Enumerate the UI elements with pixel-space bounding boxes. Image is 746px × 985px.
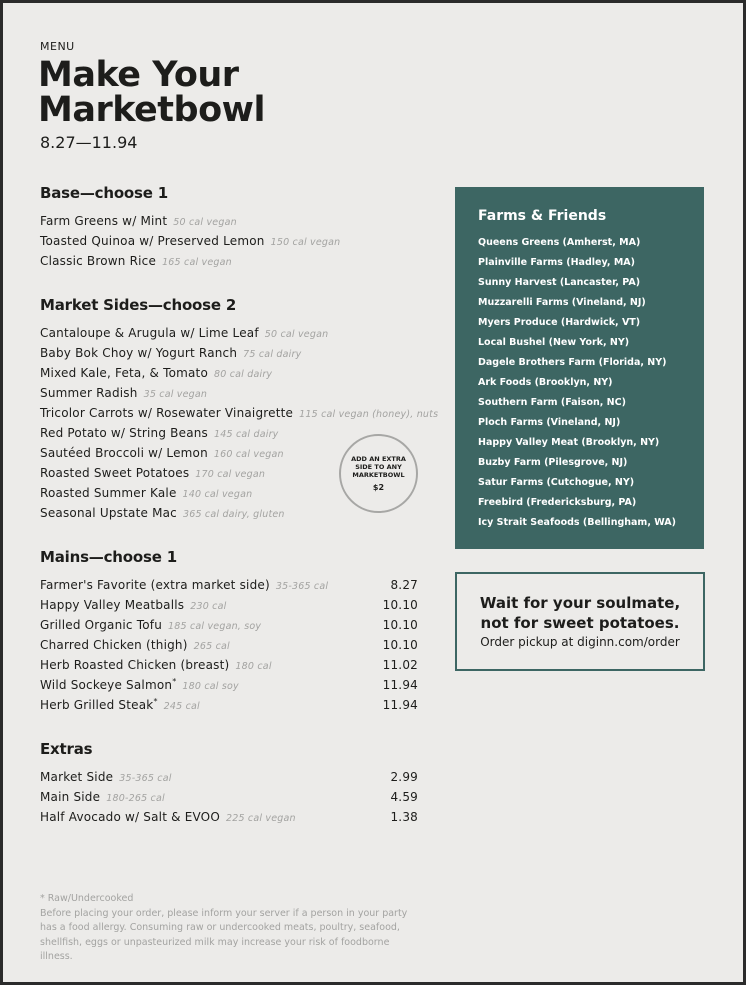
farm-item: Freebird (Fredericksburg, PA) <box>478 497 637 508</box>
farm-item: Ark Foods (Brooklyn, NY) <box>478 377 613 388</box>
menu-item <box>40 807 418 827</box>
item-price: 10.10 <box>382 618 418 632</box>
menu-item <box>40 675 418 695</box>
badge-price: $2 <box>372 483 385 492</box>
item-meta: 365 cal dairy, gluten <box>182 509 285 520</box>
menu-item <box>40 231 418 251</box>
base-section <box>40 183 418 271</box>
item-price: 10.10 <box>382 598 418 612</box>
farm-item: Dagele Brothers Farm (Florida, NY) <box>478 357 667 368</box>
raw-marker: * <box>172 677 177 686</box>
menu-item <box>40 575 418 595</box>
menu-item <box>40 635 418 655</box>
item-name: Half Avocado w/ Salt & EVOO <box>40 810 220 824</box>
menu-item <box>40 403 439 423</box>
item-meta: 50 cal vegan <box>173 217 237 228</box>
item-name: Grilled Organic Tofu <box>40 618 163 632</box>
item-name: Mixed Kale, Feta, & Tomato <box>40 366 209 380</box>
item-meta: 80 cal dairy <box>214 369 273 380</box>
item-meta: 180 cal <box>235 661 272 672</box>
menu-item <box>40 655 418 675</box>
menu-item <box>40 363 418 383</box>
item-meta: 265 cal <box>193 641 230 652</box>
item-name: Happy Valley Meatballs <box>40 598 185 612</box>
farm-item: Buzby Farm (Pilesgrove, NJ) <box>478 457 628 468</box>
promo-line-2: not for sweet potatoes. <box>480 614 680 632</box>
item-meta: 170 cal vegan <box>195 469 266 480</box>
item-price: 10.10 <box>382 638 418 652</box>
farm-item: Ploch Farms (Vineland, NJ) <box>478 417 621 428</box>
sides-title: Market Sides—choose 2 <box>40 296 237 314</box>
item-meta: 165 cal vegan <box>162 257 232 268</box>
promo-line-1: Wait for your soulmate, <box>479 594 681 612</box>
item-meta: 185 cal vegan, soy <box>168 621 262 632</box>
menu-item <box>40 323 418 343</box>
item-name: Seasonal Upstate Mac <box>40 506 177 520</box>
farm-item: Icy Strait Seafoods (Bellingham, WA) <box>478 517 676 528</box>
item-meta: 145 cal dairy <box>214 429 279 440</box>
menu-kicker: MENU <box>40 40 75 53</box>
allergy-note: Before placing your order, please inform your server if a person in your party has a food allergy. Consuming raw or undercooked meats, poultry, seafood, shellfish, eggs or unpasteurized milk may increase your risk of foodborne illness. <box>40 907 408 962</box>
mains-title: Mains—choose 1 <box>40 548 177 566</box>
item-meta: 230 cal <box>190 601 227 612</box>
farm-item: Happy Valley Meat (Brooklyn, NY) <box>478 437 660 448</box>
item-meta: 75 cal dairy <box>243 349 302 360</box>
farm-item: Local Bushel (New York, NY) <box>478 337 630 348</box>
order-link[interactable]: Order pickup at diginn.com/order <box>480 635 680 649</box>
item-name: Herb Roasted Chicken (breast) <box>40 658 230 672</box>
menu-item <box>40 695 418 715</box>
item-meta: 35 cal vegan <box>143 389 208 400</box>
item-name: Baby Bok Choy w/ Yogurt Ranch <box>40 346 238 360</box>
badge-text: ADD AN EXTRA SIDE TO ANY MARKETBOWL <box>351 455 406 479</box>
menu-item <box>40 787 418 807</box>
item-name: Farm Greens w/ Mint <box>40 214 168 228</box>
menu-item <box>40 383 418 403</box>
raw-note: * Raw/Undercooked <box>40 893 134 904</box>
item-meta: 115 cal vegan (honey), nuts <box>299 409 439 420</box>
item-meta: 50 cal vegan <box>264 329 329 340</box>
menu-item <box>40 767 418 787</box>
item-meta: 35-365 cal <box>275 581 329 592</box>
farm-item: Southern Farm (Faison, NC) <box>478 397 626 408</box>
price-range: 8.27—11.94 <box>40 133 138 152</box>
item-price: 4.59 <box>390 790 418 804</box>
item-name: Classic Brown Rice <box>40 254 157 268</box>
item-price: 11.94 <box>382 698 418 712</box>
item-name: Charred Chicken (thigh) <box>40 638 188 652</box>
menu-item <box>40 615 418 635</box>
menu-column <box>40 183 439 851</box>
item-price: 1.38 <box>390 810 418 824</box>
item-name: Toasted Quinoa w/ Preserved Lemon <box>40 234 265 248</box>
item-meta: 35-365 cal <box>119 773 172 784</box>
item-meta: 150 cal vegan <box>270 237 341 248</box>
order-promo <box>455 572 705 671</box>
menu-item <box>40 251 418 271</box>
item-name: Farmer's Favorite (extra market side) <box>40 578 270 592</box>
item-name: Cantaloupe & Arugula w/ Lime Leaf <box>40 326 259 340</box>
item-meta: 160 cal vegan <box>213 449 284 460</box>
menu-item <box>40 211 418 231</box>
item-price: 11.02 <box>382 658 418 672</box>
base-title: Base—choose 1 <box>40 184 168 202</box>
farm-item: Queens Greens (Amherst, MA) <box>478 237 641 248</box>
farm-item: Muzzarelli Farms (Vineland, NJ) <box>478 297 646 308</box>
item-name: Main Side <box>40 790 101 804</box>
item-name: Market Side <box>40 770 114 784</box>
extra-side-badge <box>339 434 418 513</box>
allergy-footnote <box>40 892 425 965</box>
item-meta: 180-265 cal <box>106 793 165 804</box>
farm-item: Satur Farms (Cutchogue, NY) <box>478 477 635 488</box>
item-price: 8.27 <box>390 578 418 592</box>
farms-panel <box>455 187 704 549</box>
item-name: Tricolor Carrots w/ Rosewater Vinaigrette <box>40 406 294 420</box>
farm-item: Plainville Farms (Hadley, MA) <box>478 257 635 268</box>
item-meta: 140 cal vegan <box>182 489 253 500</box>
menu-item <box>40 595 418 615</box>
item-name: Roasted Sweet Potatoes <box>40 466 190 480</box>
item-meta: 180 cal soy <box>182 681 239 692</box>
farm-item: Myers Produce (Hardwick, VT) <box>478 317 641 328</box>
item-meta: 225 cal vegan <box>225 813 296 824</box>
item-name: Roasted Summer Kale <box>40 486 177 500</box>
item-name: Herb Grilled Steak <box>40 698 154 712</box>
extras-section <box>40 739 418 827</box>
extras-title: Extras <box>40 740 93 758</box>
page-title: Make Your Marketbowl <box>38 55 265 130</box>
item-name: Summer Radish <box>40 386 138 400</box>
farm-item: Sunny Harvest (Lancaster, PA) <box>478 277 641 288</box>
farms-title: Farms & Friends <box>478 208 607 224</box>
item-name: Sautéed Broccoli w/ Lemon <box>40 446 208 460</box>
menu-item <box>40 343 418 363</box>
item-price: 11.94 <box>382 678 418 692</box>
item-name: Wild Sockeye Salmon <box>40 678 173 692</box>
mains-section <box>40 547 418 715</box>
item-name: Red Potato w/ String Beans <box>40 426 209 440</box>
raw-marker: * <box>153 697 158 706</box>
item-meta: 245 cal <box>163 701 200 712</box>
item-price: 2.99 <box>390 770 418 784</box>
